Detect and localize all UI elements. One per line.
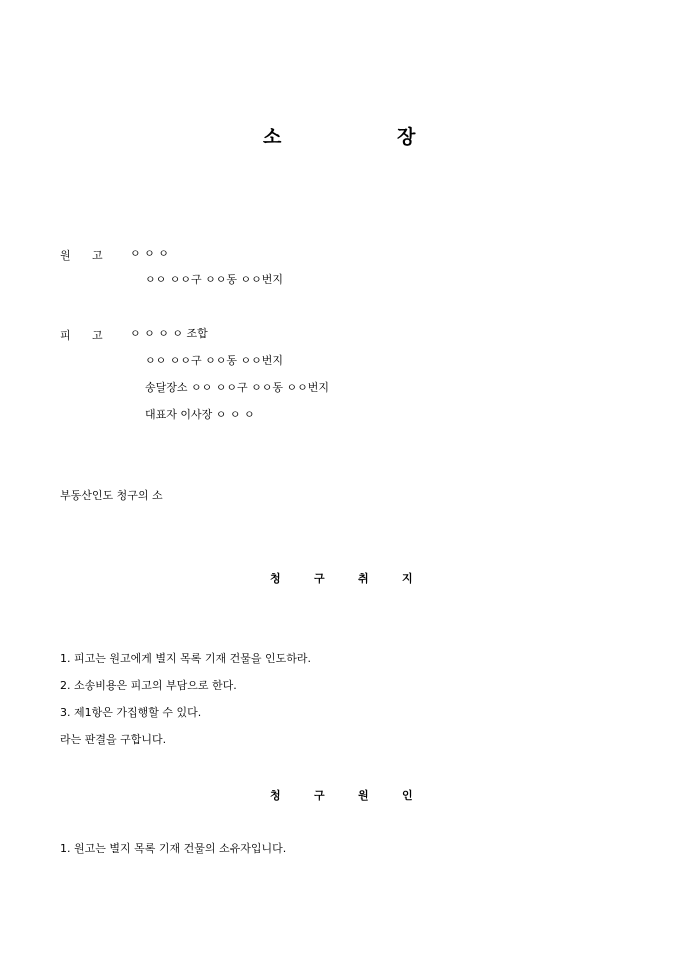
list-item: 1. 원고는 별지 목록 기재 건물의 소유자입니다. [60, 842, 287, 855]
list-item: 1. 피고는 원고에게 별지 목록 기재 건물을 인도하라. [60, 652, 311, 665]
plaintiff-address: ㅇㅇ ㅇㅇ구 ㅇㅇ동 ㅇㅇ번지 [145, 273, 284, 286]
defendant-name: ㅇ ㅇ ㅇ ㅇ 조합 [130, 327, 208, 340]
list-item: 3. 제1항은 가집행할 수 있다. [60, 706, 202, 719]
defendant-service-address: 송달장소 ㅇㅇ ㅇㅇ구 ㅇㅇ동 ㅇㅇ번지 [145, 381, 330, 394]
heading-char: 원 [358, 789, 369, 802]
defendant-address: ㅇㅇ ㅇㅇ구 ㅇㅇ동 ㅇㅇ번지 [145, 354, 284, 367]
plaintiff-label-1: 원 [60, 249, 71, 262]
defendant-label-2: 고 [92, 329, 103, 342]
list-item: 2. 소송비용은 피고의 부담으로 한다. [60, 679, 237, 692]
plaintiff-name: ㅇ ㅇ ㅇ [130, 247, 169, 260]
heading-char: 구 [314, 789, 325, 802]
defendant-label-1: 피 [60, 329, 71, 342]
plaintiff-label-2: 고 [92, 249, 103, 262]
heading-char: 지 [402, 572, 413, 585]
heading-char: 청 [270, 789, 281, 802]
list-item: 라는 판결을 구합니다. [60, 733, 167, 746]
heading-char: 인 [402, 789, 413, 802]
title-char-1: 소 [263, 126, 282, 148]
case-name: 부동산인도 청구의 소 [60, 489, 163, 502]
title-char-2: 장 [397, 126, 416, 148]
heading-char: 취 [358, 572, 369, 585]
defendant-representative: 대표자 이사장 ㅇ ㅇ ㅇ [145, 408, 255, 421]
heading-char: 구 [314, 572, 325, 585]
heading-char: 청 [270, 572, 281, 585]
